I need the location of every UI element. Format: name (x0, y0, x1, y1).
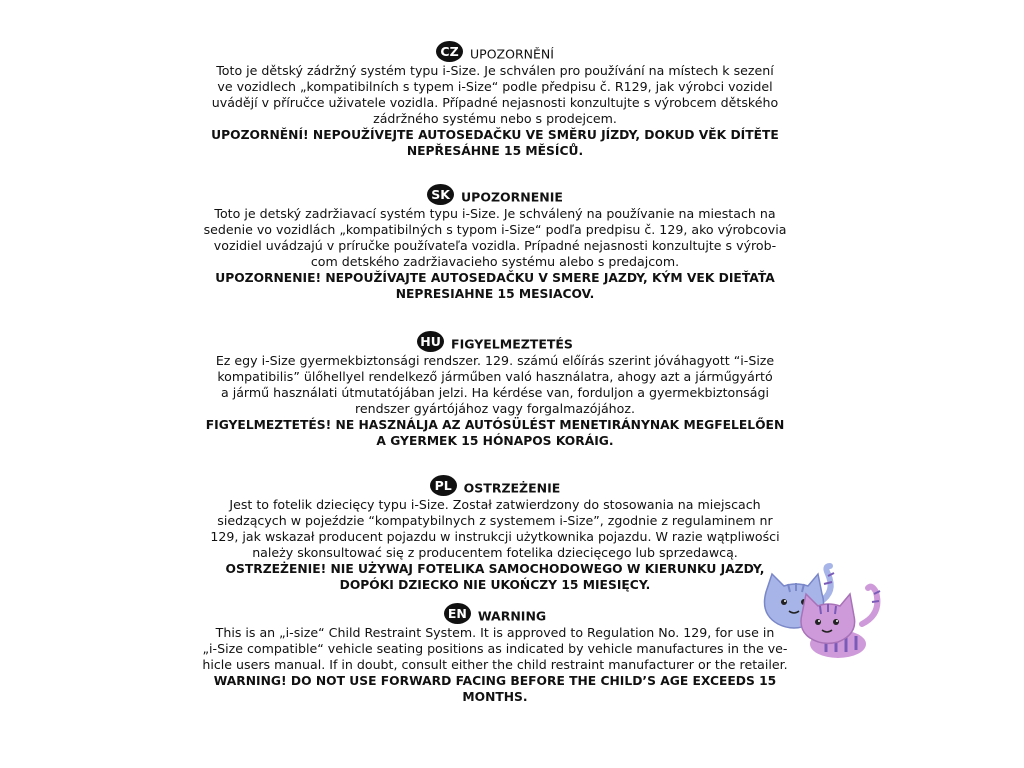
body-line: siedzących w pojeździe “kompatybilnych z systemem i-Size”, zgodnie z regulaminem nr (217, 513, 773, 528)
warning-line: UPOZORNENIE! NEPOUŽÍVAJTE AUTOSEDAČKU V SMERE JAZDY, KÝM VEK DIEŤAŤA (215, 271, 775, 285)
section-title: OSTRZEŻENIE (463, 480, 561, 496)
body-line: ve vozidlech „kompatibilních s typem i-Size“ podle předpisu č. R129, jak výrobci vozidel (217, 79, 773, 94)
body-line: hicle users manual. If in doubt, consult either the child restraint manufacturer or the retailer. (202, 657, 788, 672)
language-badge: HU (417, 331, 444, 352)
section-warning (150, 561, 840, 593)
body-line: com detského zadržiavacieho systému alebo s predajcom. (310, 254, 680, 269)
section-warning (150, 417, 840, 449)
warning-line: DOPÓKI DZIECKO NIE UKOŃCZY 15 MIESIĘCY. (339, 578, 651, 592)
section-sk (150, 187, 840, 302)
cats-icon (758, 562, 884, 662)
body-line: a jármű használati útmutatójában jelzi. Ha kérdése van, forduljon a gyermekbiztonsági (220, 385, 769, 400)
body-line: należy skonsultować się z producentem fotelika dziecięcego lub sprzedawcą. (252, 545, 738, 560)
section-body (150, 63, 840, 127)
body-line: Jest to fotelik dziecięcy typu i-Size. Został zatwierdzony do stosowania na miejscach (229, 497, 761, 512)
cats-illustration (758, 562, 884, 662)
section-title: UPOZORNĚNÍ (470, 46, 554, 62)
body-line: Ez egy i-Size gyermekbiztonsági rendszer. 129. számú előírás szerint jóváhagyott “i-Size (215, 353, 775, 368)
section-warning (150, 270, 840, 302)
warning-line: NEPRESIAHNE 15 MESIACOV. (395, 287, 595, 301)
section-body (150, 625, 840, 673)
body-line: kompatibilis” ülőhellyel rendelkező járműben való használatra, ahogy azt a járműgyártó (217, 369, 773, 384)
language-badge: EN (444, 603, 471, 624)
section-pl (150, 478, 840, 593)
section-cz (150, 44, 840, 159)
warning-line: A GYERMEK 15 HÓNAPOS KORÁIG. (376, 434, 614, 448)
section-title: WARNING (477, 608, 547, 624)
section-heading (150, 478, 840, 496)
body-line: uvádějí v příručce uživatele vozidla. Případné nejasnosti konzultujte s výrobcem dětského (211, 95, 779, 110)
section-hu (150, 334, 840, 449)
language-badge: PL (430, 475, 457, 496)
body-line: Toto je detský zadržiavací systém typu i-Size. Je schválený na používanie na miestach na (214, 206, 776, 221)
language-badge: CZ (436, 41, 463, 62)
warning-line: WARNING! DO NOT USE FORWARD FACING BEFORE THE CHILD’S AGE EXCEEDS 15 (213, 674, 777, 688)
warning-line: OSTRZEŻENIE! NIE UŻYWAJ FOTELIKA SAMOCHODOWEGO W KIERUNKU JAZDY, (225, 562, 765, 576)
section-title: UPOZORNENIE (461, 189, 563, 205)
section-body (150, 206, 840, 270)
section-heading (150, 187, 840, 205)
body-line: „i-Size compatible“ vehicle seating positions as indicated by vehicle manufactures in the ve- (202, 641, 788, 656)
body-line: rendszer gyártójához vagy forgalmazójához. (355, 401, 635, 416)
warning-line: NEPŘESÁHNE 15 MĚSÍCŮ. (406, 144, 584, 158)
section-en (150, 606, 840, 705)
body-line: 129, jak wskazał producent pojazdu w instrukcji użytkownika pojazdu. W razie wątpliwości (210, 529, 780, 544)
section-heading (150, 606, 840, 624)
body-line: zádržného systému nebo s prodejcem. (373, 111, 617, 126)
language-badge: SK (427, 184, 454, 205)
section-warning (150, 127, 840, 159)
body-line: vozidiel uvádzajú v príručke používateľa vozidla. Prípadné nejasnosti konzultujte s výrob- (213, 238, 777, 253)
section-heading (150, 334, 840, 352)
warning-line: UPOZORNĚNÍ! NEPOUŽÍVEJTE AUTOSEDAČKU VE SMĚRU JÍZDY, DOKUD VĚK DÍTĚTE (211, 128, 779, 142)
body-line: sedenie vo vozidlách „kompatibilných s typom i-Size“ podľa predpisu č. 129, ako výrobcovia (203, 222, 787, 237)
section-warning (150, 673, 840, 705)
body-line: This is an „i-size“ Child Restraint System. It is approved to Regulation No. 129, for use in (215, 625, 775, 640)
section-heading (150, 44, 840, 62)
section-body (150, 353, 840, 417)
warning-line: FIGYELMEZTETÉS! NE HASZNÁLJA AZ AUTÓSÜLÉST MENETIRÁNYNAK MEGFELELŐEN (205, 418, 785, 432)
section-body (150, 497, 840, 561)
body-line: Toto je dětský zádržný systém typu i-Size. Je schválen pro používání na místech k sezení (216, 63, 774, 78)
warning-line: MONTHS. (462, 690, 528, 704)
section-title: FIGYELMEZTETÉS (451, 336, 573, 352)
